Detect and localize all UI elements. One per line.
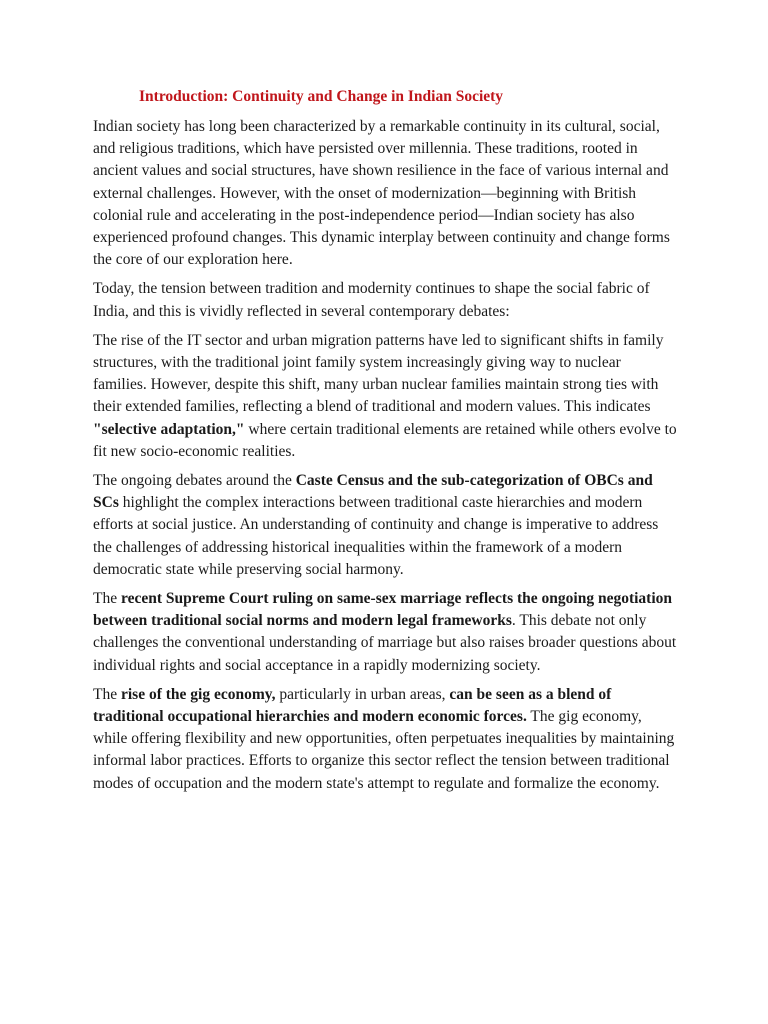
paragraph-tension: Today, the tension between tradition and modernity continues to shape the social fabric of India, and this is vividly reflected in several contemporary debates:: [93, 280, 650, 320]
paragraph-gig-economy: [93, 684, 678, 795]
text-run: highlight the complex interactions between traditional caste hierarchies and modern efforts at social justice. An understanding of continuity and change is imperative to address the challenges of addressing historical inequalities within the framework of a modern democratic state while preserving social harmony.: [93, 494, 659, 578]
text-run: The ongoing debates around the: [93, 472, 296, 490]
text-run: The rise of the IT sector and urban migration patterns have led to significant shifts in family structures, with the traditional joint family system increasingly giving way to nuclear families. However, despite this shift, many urban nuclear families maintain strong ties with their extended families, reflecting a blend of traditional and modern values. This indicates: [93, 331, 664, 416]
paragraph-family-structures: [93, 330, 678, 463]
text-run: . This debate not only challenges the conventional understanding of marriage but also raises broader questions about individual rights and social acceptance in a rapidly modernizing society.: [93, 612, 677, 674]
bold-phrase: recent Supreme Court ruling on same-sex marriage reflects the ongoing negotiation between traditional social norms and modern legal frameworks: [93, 590, 673, 630]
text-run: where certain traditional elements are retained while others evolve to fit new socio-economic realities.: [93, 420, 677, 460]
bold-phrase: can be seen as a blend of traditional occupational hierarchies and modern economic forces.: [93, 685, 612, 726]
bold-phrase: Caste Census and the sub-categorization of OBCs and SCs: [93, 472, 653, 512]
paragraph-caste-census: [93, 470, 678, 581]
text-run: The: [93, 685, 121, 703]
paragraph-intro: Indian society has long been characterized by a remarkable continuity in its cultural, social, and religious traditions, which have persisted over millennia. These traditions, rooted in ancient values and social structures, have shown resilience in the face of various internal and external challenges. However, with the onset of modernization—beginning with British colonial rule and accelerating in the post-independence period—Indian society has also experienced profound changes. This dynamic interplay between continuity and change forms the core of our exploration here.: [93, 118, 670, 269]
page-title: Introduction: Continuity and Change in Indian Society: [139, 88, 504, 105]
text-run: The gig economy, while offering flexibility and new opportunities, often perpetuates inequalities by maintaining informal labor practices. Efforts to organize this sector reflect the tension between traditional modes of occupation and the modern state's attempt to regulate and formalize the economy.: [93, 708, 675, 792]
bold-phrase: "selective adaptation,": [93, 420, 245, 438]
text-run: The: [93, 590, 121, 608]
paragraph-same-sex-marriage: [93, 588, 678, 677]
text-run: particularly in urban areas,: [275, 685, 450, 703]
bold-phrase: rise of the gig economy,: [120, 685, 276, 703]
